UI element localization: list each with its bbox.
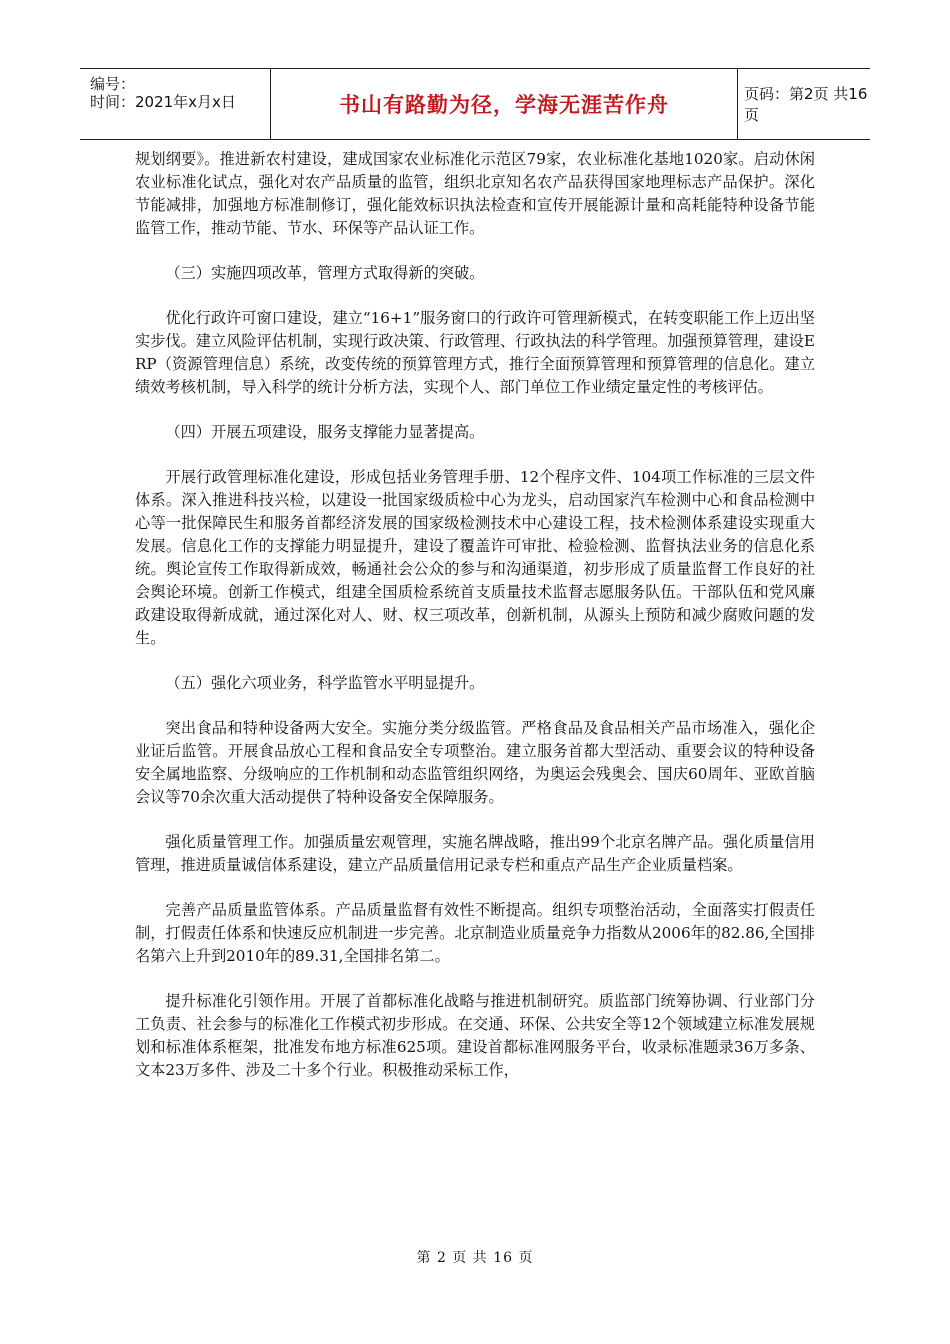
- header-meta: [80, 69, 270, 139]
- paragraph: 提升标准化引领作用。开展了首都标准化战略与推进机制研究。质监部门统筹协调、行业部门分工负责、社会参与的标准化工作模式初步形成。在交通、环保、公共安全等12个领域建立标准发展规划和标准体系框架，批准发布地方标准625项。建设首都标准网服务平台，收录标准题录36万多条、文本23万多件、涉及二十多个行业。积极推动采标工作，: [135, 992, 815, 1079]
- document-number-label: 编号：: [90, 75, 136, 93]
- page-footer: 第 2 页 共 16 页: [416, 1250, 534, 1266]
- paragraph: 开展行政管理标准化建设，形成包括业务管理手册、12个程序文件、104项工作标准的三层文件体系。深入推进科技兴检，以建设一批国家级质检中心为龙头，启动国家汽车检测中心和食品检测中心等一批保障民生和服务首都经济发展的国家级检测技术中心建设工程，技术检测体系建设实现重大发展。信息化工作的支撑能力明显提升，建设了覆盖许可审批、检验检测、监督执法业务的信息化系统。舆论宣传工作取得新成效，畅通社会公众的参与和沟通渠道，初步形成了质量监督工作良好的社会舆论环境。创新工作模式，组建全国质检系统首支质量技术监督志愿服务队伍。干部队伍和党风廉政建设取得新成就，通过深化对人、财、权三项改革，创新机制，从源头上预防和减少腐败问题的发生。: [135, 468, 815, 647]
- paragraph: 完善产品质量监管体系。产品质量监督有效性不断提高。组织专项整治活动，全面落实打假责任制，打假责任体系和快速反应机制进一步完善。北京制造业质量竞争力指数从2006年的82.86,全国排名第六上升到2010年的89.31,全国排名第二。: [135, 901, 815, 965]
- section-heading: （三）实施四项改革，管理方式取得新的突破。: [165, 264, 485, 282]
- paragraph: 规划纲要》。推进新农村建设，建成国家农业标准化示范区79家，农业标准化基地1020家。启动休闲农业标准化试点，强化对农产品质量的监管，组织北京知名农产品获得国家地理标志产品保护。深化节能减排，加强地方标准制修订，强化能效标识执法检查和宣传开展能源计量和高耗能特种设备节能监管工作，推动节能、节水、环保等产品认证工作。: [135, 150, 815, 237]
- section-heading: （四）开展五项建设，服务支撑能力显著提高。: [165, 423, 485, 441]
- document-body: [135, 148, 815, 1082]
- paragraph: 强化质量管理工作。加强质量宏观管理，实施名牌战略，推出99个北京名牌产品。强化质量信用管理，推进质量诚信体系建设，建立产品质量信用记录专栏和重点产品生产企业质量档案。: [135, 833, 815, 874]
- paragraph: 突出食品和特种设备两大安全。实施分类分级监管。严格食品及食品相关产品市场准入，强化企业证后监管。开展食品放心工程和食品安全专项整治。建立服务首都大型活动、重要会议的特种设备安全属地监察、分级响应的工作机制和动态监管组织网络，为奥运会残奥会、国庆60周年、亚欧首脑会议等70余次重大活动提供了特种设备安全保障服务。: [135, 719, 815, 806]
- header-motto: 书山有路勤为径，学海无涯苦作舟: [339, 93, 669, 117]
- header-page-number: 页码：第2页 共16页: [744, 85, 868, 124]
- section-heading: （五）强化六项业务，科学监管水平明显提升。: [165, 674, 485, 692]
- page-header: [80, 68, 870, 140]
- document-time-label: 时间：2021年x月x日: [90, 93, 236, 111]
- paragraph: 优化行政许可窗口建设，建立“16+1”服务窗口的行政许可管理新模式，在转变职能工作上迈出坚实步伐。建立风险评估机制，实现行政决策、行政管理、行政执法的科学管理。加强预算管理，建设ERP（资源管理信息）系统，改变传统的预算管理方式，推行全面预算管理和预算管理的信息化。建立绩效考核机制，导入科学的统计分析方法，实现个人、部门单位工作业绩定量定性的考核评估。: [135, 309, 815, 396]
- header-motto-cell: [270, 69, 738, 139]
